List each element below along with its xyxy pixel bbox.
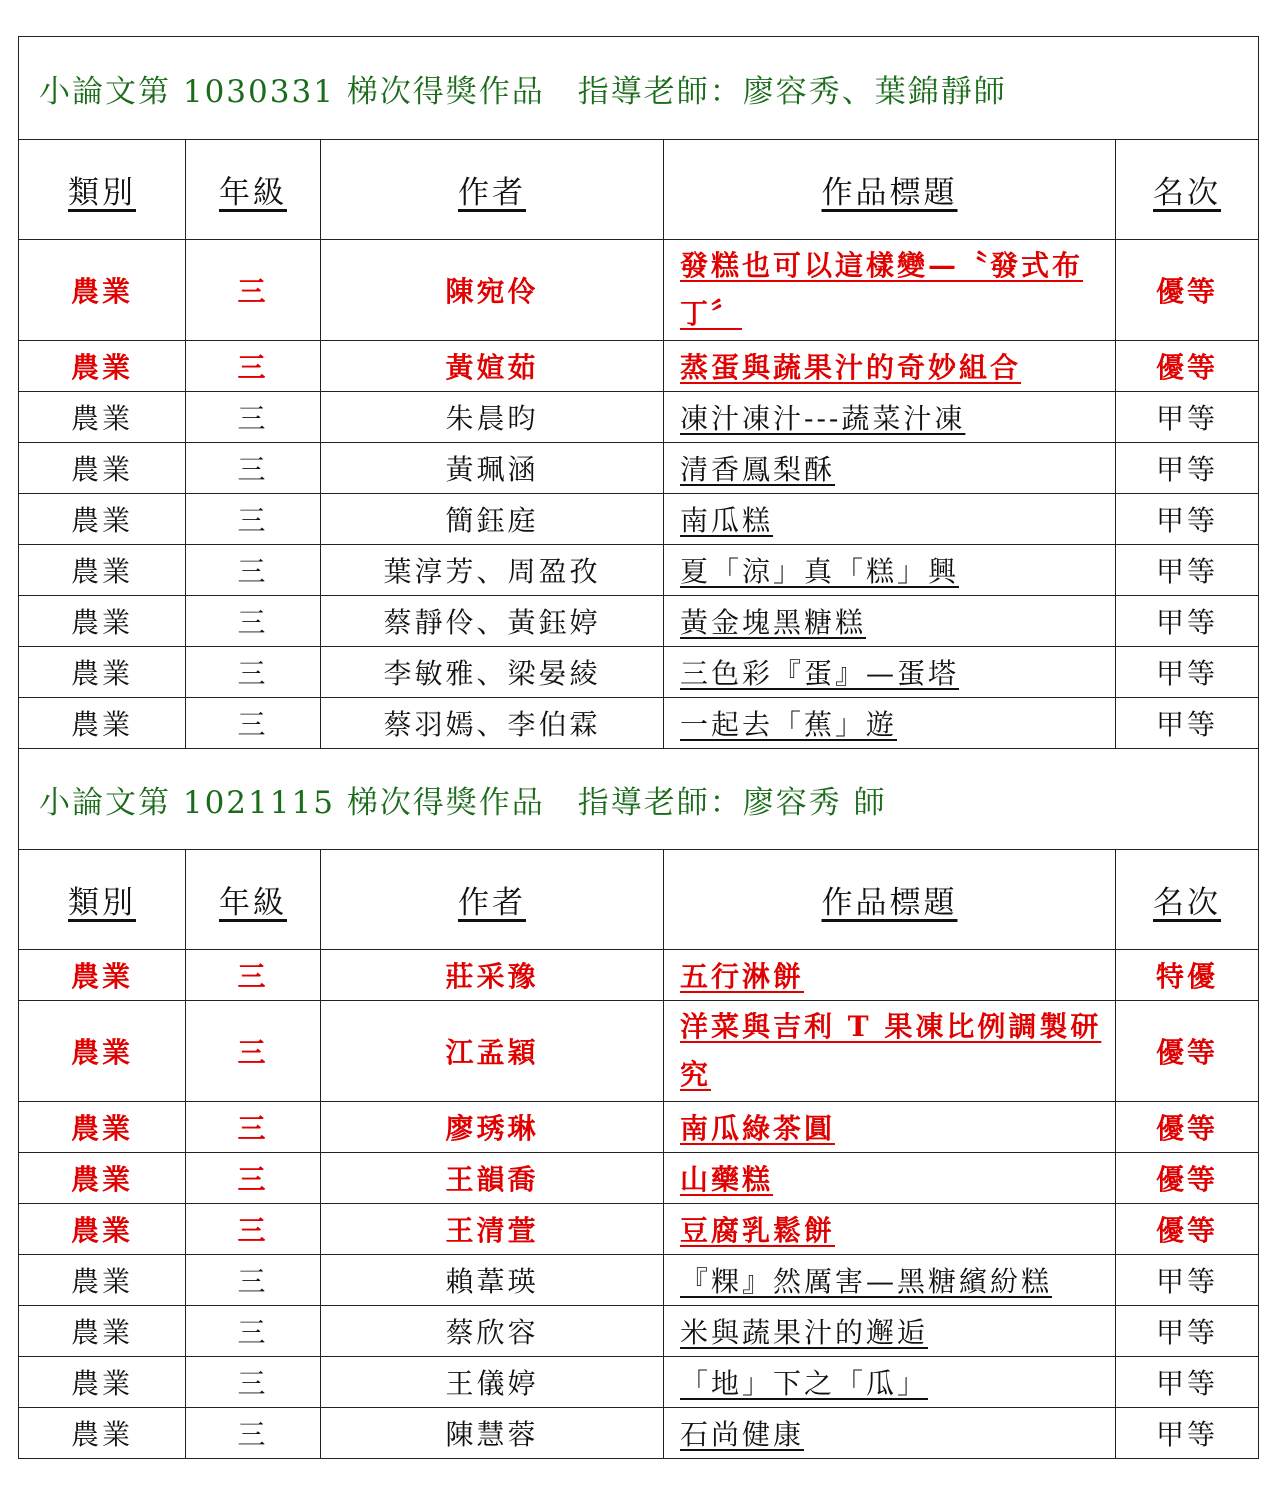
category-cell: 農業 — [19, 494, 186, 545]
work-title-cell — [664, 950, 1116, 1001]
author-cell: 莊采豫 — [321, 950, 664, 1001]
table-row — [19, 596, 1259, 647]
work-title-cell — [664, 545, 1116, 596]
work-title-text: 『粿』然厲害—黑糖繽紛糕 — [680, 1265, 1053, 1298]
rank-cell: 優等 — [1116, 341, 1259, 392]
work-title-cell — [664, 240, 1116, 341]
grade-cell: 三 — [186, 1001, 321, 1102]
category-cell: 農業 — [19, 1001, 186, 1102]
author-cell: 陳宛伶 — [321, 240, 664, 341]
grade-cell: 三 — [186, 443, 321, 494]
work-title-text: 米與蔬果汁的邂逅 — [680, 1316, 929, 1349]
table-row — [19, 647, 1259, 698]
header-category-label: 類別 — [68, 885, 136, 921]
rank-cell: 甲等 — [1116, 545, 1259, 596]
table-row — [19, 494, 1259, 545]
rank-cell: 甲等 — [1116, 698, 1259, 749]
author-cell: 葉淳芳、周盈孜 — [321, 545, 664, 596]
work-title-cell — [664, 341, 1116, 392]
grade-cell: 三 — [186, 240, 321, 341]
table-row — [19, 1306, 1259, 1357]
category-cell: 農業 — [19, 545, 186, 596]
author-cell: 蔡羽嫣、李伯霖 — [321, 698, 664, 749]
rank-cell: 優等 — [1116, 1204, 1259, 1255]
work-title-cell — [664, 443, 1116, 494]
section-title-row — [19, 749, 1259, 850]
category-cell: 農業 — [19, 950, 186, 1001]
section-title: 小論文第 1030331 梯次得獎作品 指導老師：廖容秀、葉錦靜師 — [19, 37, 1259, 140]
grade-cell: 三 — [186, 392, 321, 443]
work-title-text: 石尚健康 — [680, 1418, 805, 1451]
author-cell: 陳慧蓉 — [321, 1408, 664, 1459]
category-cell: 農業 — [19, 1255, 186, 1306]
header-grade-label: 年級 — [219, 885, 287, 921]
awards-table — [18, 36, 1259, 1459]
rank-cell: 優等 — [1116, 1153, 1259, 1204]
grade-cell: 三 — [186, 545, 321, 596]
category-cell: 農業 — [19, 596, 186, 647]
table-header-row — [19, 850, 1259, 950]
grade-cell: 三 — [186, 950, 321, 1001]
author-cell: 廖琇琳 — [321, 1102, 664, 1153]
table-row — [19, 1255, 1259, 1306]
grade-cell: 三 — [186, 341, 321, 392]
grade-cell: 三 — [186, 596, 321, 647]
work-title-cell — [664, 1204, 1116, 1255]
author-cell: 江孟穎 — [321, 1001, 664, 1102]
table-row — [19, 1153, 1259, 1204]
header-author-label: 作者 — [458, 175, 526, 211]
author-cell: 蔡靜伶、黃鈺婷 — [321, 596, 664, 647]
work-title-cell — [664, 1306, 1116, 1357]
work-title-text: 豆腐乳鬆餅 — [680, 1214, 836, 1247]
header-grade — [186, 140, 321, 240]
work-title-text: 黃金塊黑糖糕 — [680, 606, 867, 639]
table-row — [19, 545, 1259, 596]
work-title-cell — [664, 1001, 1116, 1102]
rank-cell: 甲等 — [1116, 596, 1259, 647]
header-category — [19, 140, 186, 240]
work-title-text: 一起去「蕉」遊 — [680, 708, 898, 741]
category-cell: 農業 — [19, 240, 186, 341]
author-cell: 王韻喬 — [321, 1153, 664, 1204]
work-title-text: 蒸蛋與蔬果汁的奇妙組合 — [680, 351, 1022, 384]
work-title-cell — [664, 1255, 1116, 1306]
table-row — [19, 698, 1259, 749]
table-row — [19, 1204, 1259, 1255]
work-title-text: 夏「涼」真「糕」興 — [680, 555, 960, 588]
work-title-text: 洋菜與吉利 T 果凍比例調製研究 — [680, 1010, 1102, 1091]
category-cell: 農業 — [19, 1357, 186, 1408]
work-title-text: 凍汁凍汁---蔬菜汁凍 — [680, 402, 966, 435]
work-title-cell — [664, 1408, 1116, 1459]
rank-cell: 甲等 — [1116, 1357, 1259, 1408]
rank-cell: 甲等 — [1116, 494, 1259, 545]
rank-cell: 甲等 — [1116, 1408, 1259, 1459]
rank-cell: 優等 — [1116, 1102, 1259, 1153]
author-cell: 朱晨昀 — [321, 392, 664, 443]
author-cell: 王清萱 — [321, 1204, 664, 1255]
section-title-row — [19, 37, 1259, 140]
category-cell: 農業 — [19, 392, 186, 443]
grade-cell: 三 — [186, 1408, 321, 1459]
grade-cell: 三 — [186, 647, 321, 698]
work-title-text: 清香鳳梨酥 — [680, 453, 836, 486]
rank-cell: 甲等 — [1116, 1306, 1259, 1357]
grade-cell: 三 — [186, 1102, 321, 1153]
grade-cell: 三 — [186, 1255, 321, 1306]
category-cell: 農業 — [19, 698, 186, 749]
work-title-cell — [664, 698, 1116, 749]
header-rank — [1116, 140, 1259, 240]
grade-cell: 三 — [186, 1153, 321, 1204]
table-row — [19, 1408, 1259, 1459]
author-cell: 黃珮涵 — [321, 443, 664, 494]
author-cell: 簡鈺庭 — [321, 494, 664, 545]
work-title-cell — [664, 494, 1116, 545]
section-title: 小論文第 1021115 梯次得獎作品 指導老師：廖容秀 師 — [19, 749, 1259, 850]
category-cell: 農業 — [19, 1102, 186, 1153]
table-header-row — [19, 140, 1259, 240]
grade-cell: 三 — [186, 494, 321, 545]
header-work-title-label: 作品標題 — [821, 175, 958, 211]
header-rank — [1116, 850, 1259, 950]
author-cell: 王儀婷 — [321, 1357, 664, 1408]
header-work-title — [664, 850, 1116, 950]
work-title-text: 南瓜綠茶圓 — [680, 1112, 836, 1145]
author-cell: 賴葦瑛 — [321, 1255, 664, 1306]
category-cell: 農業 — [19, 647, 186, 698]
rank-cell: 甲等 — [1116, 443, 1259, 494]
header-author — [321, 850, 664, 950]
header-author — [321, 140, 664, 240]
work-title-text: 「地」下之「瓜」 — [680, 1367, 929, 1400]
category-cell: 農業 — [19, 1306, 186, 1357]
grade-cell: 三 — [186, 1357, 321, 1408]
work-title-cell — [664, 1153, 1116, 1204]
header-grade — [186, 850, 321, 950]
work-title-cell — [664, 1102, 1116, 1153]
work-title-cell — [664, 647, 1116, 698]
work-title-text: 五行淋餅 — [680, 960, 805, 993]
table-row — [19, 240, 1259, 341]
work-title-text: 山藥糕 — [680, 1163, 774, 1196]
header-rank-label: 名次 — [1153, 885, 1221, 921]
header-rank-label: 名次 — [1153, 175, 1221, 211]
work-title-cell — [664, 392, 1116, 443]
work-title-cell — [664, 596, 1116, 647]
table-row — [19, 341, 1259, 392]
work-title-text: 三色彩『蛋』—蛋塔 — [680, 657, 960, 690]
header-grade-label: 年級 — [219, 175, 287, 211]
rank-cell: 甲等 — [1116, 392, 1259, 443]
table-row — [19, 1102, 1259, 1153]
work-title-cell — [664, 1357, 1116, 1408]
author-cell: 李敏雅、梁晏綾 — [321, 647, 664, 698]
awards-document — [18, 36, 1258, 1459]
work-title-text: 發糕也可以這樣變—〝發式布丁〞 — [680, 249, 1084, 330]
grade-cell: 三 — [186, 1306, 321, 1357]
table-row — [19, 443, 1259, 494]
header-category — [19, 850, 186, 950]
table-row — [19, 1357, 1259, 1408]
rank-cell: 優等 — [1116, 240, 1259, 341]
category-cell: 農業 — [19, 1204, 186, 1255]
category-cell: 農業 — [19, 1153, 186, 1204]
header-category-label: 類別 — [68, 175, 136, 211]
header-work-title-label: 作品標題 — [821, 885, 958, 921]
rank-cell: 甲等 — [1116, 1255, 1259, 1306]
rank-cell: 甲等 — [1116, 647, 1259, 698]
author-cell: 蔡欣容 — [321, 1306, 664, 1357]
table-row — [19, 1001, 1259, 1102]
rank-cell: 特優 — [1116, 950, 1259, 1001]
grade-cell: 三 — [186, 698, 321, 749]
rank-cell: 優等 — [1116, 1001, 1259, 1102]
category-cell: 農業 — [19, 341, 186, 392]
work-title-text: 南瓜糕 — [680, 504, 774, 537]
header-work-title — [664, 140, 1116, 240]
header-author-label: 作者 — [458, 885, 526, 921]
grade-cell: 三 — [186, 1204, 321, 1255]
category-cell: 農業 — [19, 443, 186, 494]
category-cell: 農業 — [19, 1408, 186, 1459]
author-cell: 黃媗茹 — [321, 341, 664, 392]
table-row — [19, 392, 1259, 443]
table-row — [19, 950, 1259, 1001]
